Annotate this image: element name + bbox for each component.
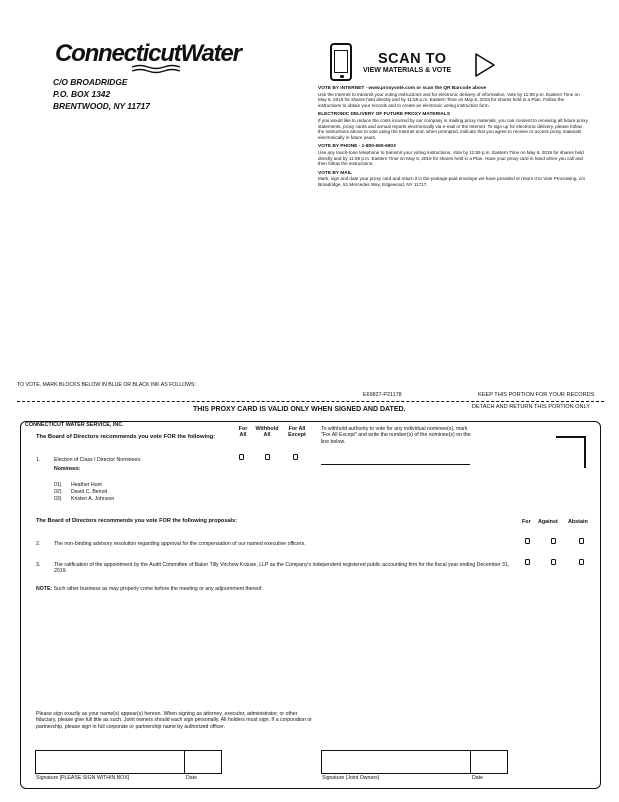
col-header-line: Withhold	[255, 426, 279, 432]
col-header-line: Except	[288, 432, 306, 438]
withhold-all-checkbox[interactable]	[265, 454, 270, 460]
detach-portion-label: DETACH AND RETURN THIS PORTION ONLY	[472, 404, 590, 410]
col-header-abstain: Abstain	[568, 519, 588, 525]
proposal-number: 2.	[36, 541, 41, 547]
col-header-line: For	[238, 426, 248, 432]
proposal-2-against-checkbox[interactable]	[551, 538, 556, 544]
proposal-3-for-checkbox[interactable]	[525, 559, 530, 565]
instruction-heading: VOTE BY MAIL	[318, 170, 353, 176]
signing-instructions: Please sign exactly as your name(s) appear(s) hereon. When signing as attorney, executor, administrator, or other fiduciary, please give full title as such. Joint owners should each sign personally. All holders must sign. If a corporation or partnership, please sign in full corporate or partnership name by authorized officer.	[36, 711, 313, 730]
control-code: E69827-P21178	[363, 392, 402, 398]
scan-title: SCAN TO	[378, 51, 447, 67]
return-address	[53, 76, 150, 112]
joint-date-box[interactable]	[470, 750, 508, 774]
col-header-line: All	[263, 432, 271, 438]
instruction-body: Mark, sign and date your proxy card and return it in the postage-paid envelope we have provided or return it to Vote Processing, c/o Broadridge, 51 Mercedes Way, Edgewood, NY 11717.	[318, 176, 586, 187]
signature-label: Signature [PLEASE SIGN WITHIN BOX]	[36, 775, 130, 781]
col-header-for: For	[522, 519, 531, 525]
instruction-heading: ELECTRONIC DELIVERY OF FUTURE PROXY MATERIALS	[318, 112, 451, 118]
col-header-against: Against	[538, 519, 558, 525]
date-box[interactable]	[184, 750, 222, 774]
company-name: CONNECTICUT WATER SERVICE, INC.	[25, 422, 124, 428]
company-logo: ConnecticutWater	[55, 40, 241, 67]
col-header-for-all	[235, 426, 251, 438]
nominee-name: Kristen A. Johnson	[71, 496, 115, 502]
corner-mark	[556, 436, 586, 468]
for-all-checkbox[interactable]	[239, 454, 244, 460]
joint-signature-box[interactable]	[321, 750, 471, 774]
election-number: 1.	[36, 457, 41, 463]
proposal-3-against-checkbox[interactable]	[551, 559, 556, 565]
nominee-name: David C. Benoit	[71, 489, 108, 495]
instruction-body: Use the Internet to transmit your voting instructions and for electronic delivery of information. Vote by 11:59 p.m. Eastern Time on May 6, 2019 for shares held directly and by 11:59 p.m. Eastern Time on May 8, 2019 for shares held in a Plan. Follow the instructions to obtain your records and to create an electronic voting instruction form.	[318, 91, 580, 108]
keep-portion-label: KEEP THIS PORTION FOR YOUR RECORDS	[478, 392, 595, 398]
proposal-3-abstain-checkbox[interactable]	[579, 559, 584, 565]
note-text: Such other business as may properly come before the meeting or any adjournment thereof.	[53, 586, 263, 592]
joint-signature-label: Signature (Joint Owners)	[322, 775, 380, 781]
proposal-2-for-checkbox[interactable]	[525, 538, 530, 544]
withhold-write-in-line[interactable]	[321, 464, 470, 465]
board-recommendation: The Board of Directors recommends you vote FOR the following:	[36, 434, 216, 440]
signature-box[interactable]	[35, 750, 185, 774]
logo-waves-icon	[130, 64, 182, 74]
col-header-withhold-all	[251, 426, 283, 438]
proposal-text: The non-binding advisory resolution regarding approval for the compensation of our named executive officers.	[54, 541, 306, 547]
instruction-body: Use any touch-tone telephone to transmit your voting instructions. Vote by 11:59 p.m. Eastern Time on May 6, 2019 for shares held directly and by 11:59 p.m. Eastern Time on May 8, 2019 for shares held in a Plan. Have your proxy card in hand when you call and then follow the instructions.	[318, 149, 584, 167]
address-line: P.O. BOX 1342	[53, 89, 111, 99]
scan-subtitle: VIEW MATERIALS & VOTE	[363, 67, 452, 74]
voting-instructions	[318, 86, 588, 192]
col-header-line: For All	[288, 426, 306, 432]
nominee-name: Heather Hunt	[71, 482, 102, 488]
note	[36, 586, 263, 592]
valid-notice: THIS PROXY CARD IS VALID ONLY WHEN SIGNED AND DATED.	[193, 406, 406, 413]
joint-date-label: Date	[472, 775, 483, 781]
instruction-heading: VOTE BY PHONE - 1-800-690-6903	[318, 144, 396, 150]
note-label: NOTE:	[36, 586, 53, 592]
address-line: BRENTWOOD, NY 11717	[53, 101, 150, 111]
mark-instruction: TO VOTE, MARK BLOCKS BELOW IN BLUE OR BLACK INK AS FOLLOWS:	[17, 382, 196, 388]
nominees-label: Nominees:	[54, 466, 81, 472]
col-header-line: All	[239, 432, 247, 438]
instruction-heading: VOTE BY INTERNET - www.proxyvote.com or scan the QR Barcode above	[318, 86, 487, 91]
nominee-number: 02)	[54, 489, 62, 495]
nominee-number: 01)	[54, 482, 62, 488]
withhold-instruction: To withhold authority to vote for any individual nominee(s), mark "For All Except" and write the number(s) of the nominee(s) on the line below.	[321, 426, 471, 445]
date-label: Date	[186, 775, 197, 781]
proposal-2-abstain-checkbox[interactable]	[579, 538, 584, 544]
for-all-except-checkbox[interactable]	[293, 454, 298, 460]
play-arrow-icon	[474, 52, 496, 78]
election-text: Election of Class I Director Nominees:	[54, 457, 142, 463]
nominee-number: 03)	[54, 496, 62, 502]
smartphone-icon	[330, 43, 352, 81]
col-header-for-all-except	[283, 426, 311, 438]
proposal-number: 3.	[36, 562, 41, 568]
detach-line	[17, 401, 604, 402]
proposal-text: The ratification of the appointment by the Audit Committee of Baker Tilly Virchow Krause, LLP as the Company's independent registered public accounting firm for the fiscal year ending December 31, 2019.	[54, 562, 510, 575]
instruction-body: If you would like to reduce the costs incurred by our company in mailing proxy materials, you can consent to receiving all future proxy statements, proxy cards and annual reports electronically via e-mail or the Internet. To sign up for electronic delivery, please follow the instructions above to vote using the Internet and, when prompted, indicate that you agree to receive or access proxy materials electronically in future years.	[318, 117, 588, 140]
proposals-recommendation: The Board of Directors recommends you vote FOR the following proposals:	[36, 518, 238, 524]
address-line: C/O BROADRIDGE	[53, 77, 128, 87]
proxy-card	[20, 421, 601, 789]
